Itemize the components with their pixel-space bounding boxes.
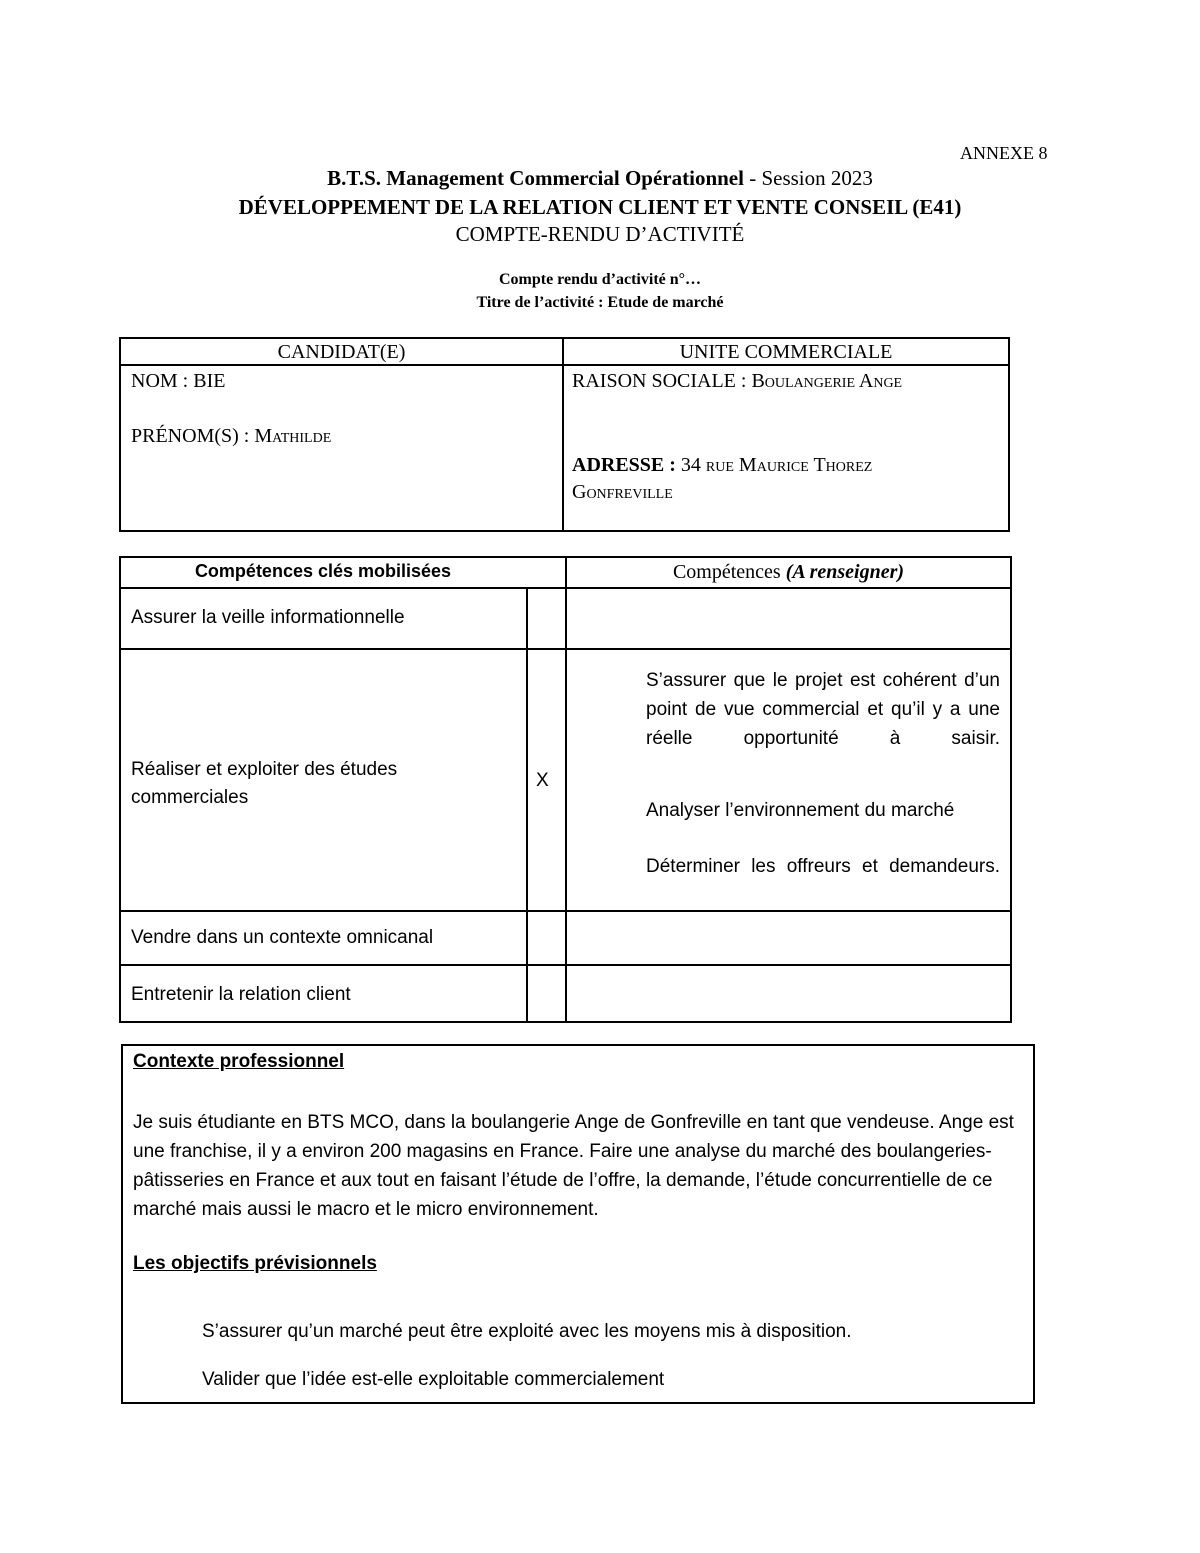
candidate-table-header-rule <box>119 364 1010 366</box>
col2-header-text: Compétences <box>672 561 786 583</box>
program-line <box>0 166 1200 191</box>
competence-row-2: Réaliser et exploiter des études commerciales <box>131 759 398 808</box>
unit-raison-sociale <box>572 370 902 393</box>
competence-detail-2: Analyser l’environnement du marché <box>646 800 955 821</box>
competence-row-4: Entretenir la relation client <box>131 984 351 1005</box>
objective-1: S’assurer qu’un marché peut être exploité avec les moyens mis à disposition. <box>202 1321 852 1342</box>
objective-2: Valider que l’idée est-elle exploitable commercialement <box>202 1369 665 1390</box>
unit-adresse <box>572 452 872 506</box>
context-paragraph: Je suis étudiante en BTS MCO, dans la boulangerie Ange de Gonfreville en tant que vendeuse. Ange est une franchise, il y a environ 200 magasins en France. Faire une analyse du marché des boulangeries-pâtisseries en France et aux tout en faisant l’étude de l’offre, la demande, l’étude concurrentielle de ce marché mais aussi le macro et le micro environnement. <box>133 1112 1014 1220</box>
objectives-title: Les objectifs prévisionnels <box>133 1253 377 1274</box>
context-box <box>121 1044 1035 1404</box>
adresse-line2: Gonfreville <box>572 481 673 503</box>
adresse-label: ADRESSE : <box>572 454 681 476</box>
candidate-table-divider <box>562 337 564 532</box>
col2-header-note: (A renseigner) <box>785 561 905 583</box>
candidate-header: CANDIDAT(E) <box>277 341 406 363</box>
program-title: B.T.S. Management Commercial Opérationnel <box>327 166 744 190</box>
competences-rule-3 <box>119 910 1012 912</box>
competence-detail-1: S’assurer que le projet est cohérent d’un point de vue commercial et qu’il y a une réelle opportunité à saisir. <box>646 670 1000 749</box>
competence-row-1: Assurer la veille informationnelle <box>131 607 405 628</box>
context-title: Contexte professionnel <box>133 1051 345 1072</box>
session-label: - Session 2023 <box>743 166 873 190</box>
competence-row-2-mark: X <box>536 770 549 791</box>
competences-col-divider <box>565 556 567 1023</box>
unit-header: UNITE COMMERCIALE <box>679 341 893 363</box>
annexe-label: ANNEXE 8 <box>960 143 1048 163</box>
document-type: COMPTE-RENDU D’ACTIVITÉ <box>455 222 745 246</box>
competence-row-3: Vendre dans un contexte omnicanal <box>131 927 434 948</box>
candidate-prenom <box>131 425 331 448</box>
competence-detail-3: Déterminer les offreurs et demandeurs. <box>646 856 1000 877</box>
competences-rule-4 <box>119 964 1012 966</box>
report-number: Compte rendu d’activité n°… <box>498 271 702 288</box>
prenom-label: PRÉNOM(S) : <box>131 425 255 447</box>
exam-title: DÉVELOPPEMENT DE LA RELATION CLIENT ET VENTE CONSEIL (E41) <box>238 195 962 219</box>
competences-mark-divider <box>526 587 528 1023</box>
prenom-value: Mathilde <box>254 425 332 447</box>
raison-value: Boulangerie Ange <box>751 370 903 392</box>
competences-col2-header <box>567 561 1010 584</box>
competences-rule-1 <box>119 587 1012 589</box>
raison-label: RAISON SOCIALE : <box>572 370 752 392</box>
candidate-nom: NOM : BIE <box>131 370 226 392</box>
competences-rule-2 <box>119 648 1012 650</box>
activity-title: Titre de l’activité : Etude de marché <box>476 294 724 311</box>
adresse-line1: 34 rue Maurice Thorez <box>680 454 873 476</box>
competences-col1-header: Compétences clés mobilisées <box>194 561 452 581</box>
